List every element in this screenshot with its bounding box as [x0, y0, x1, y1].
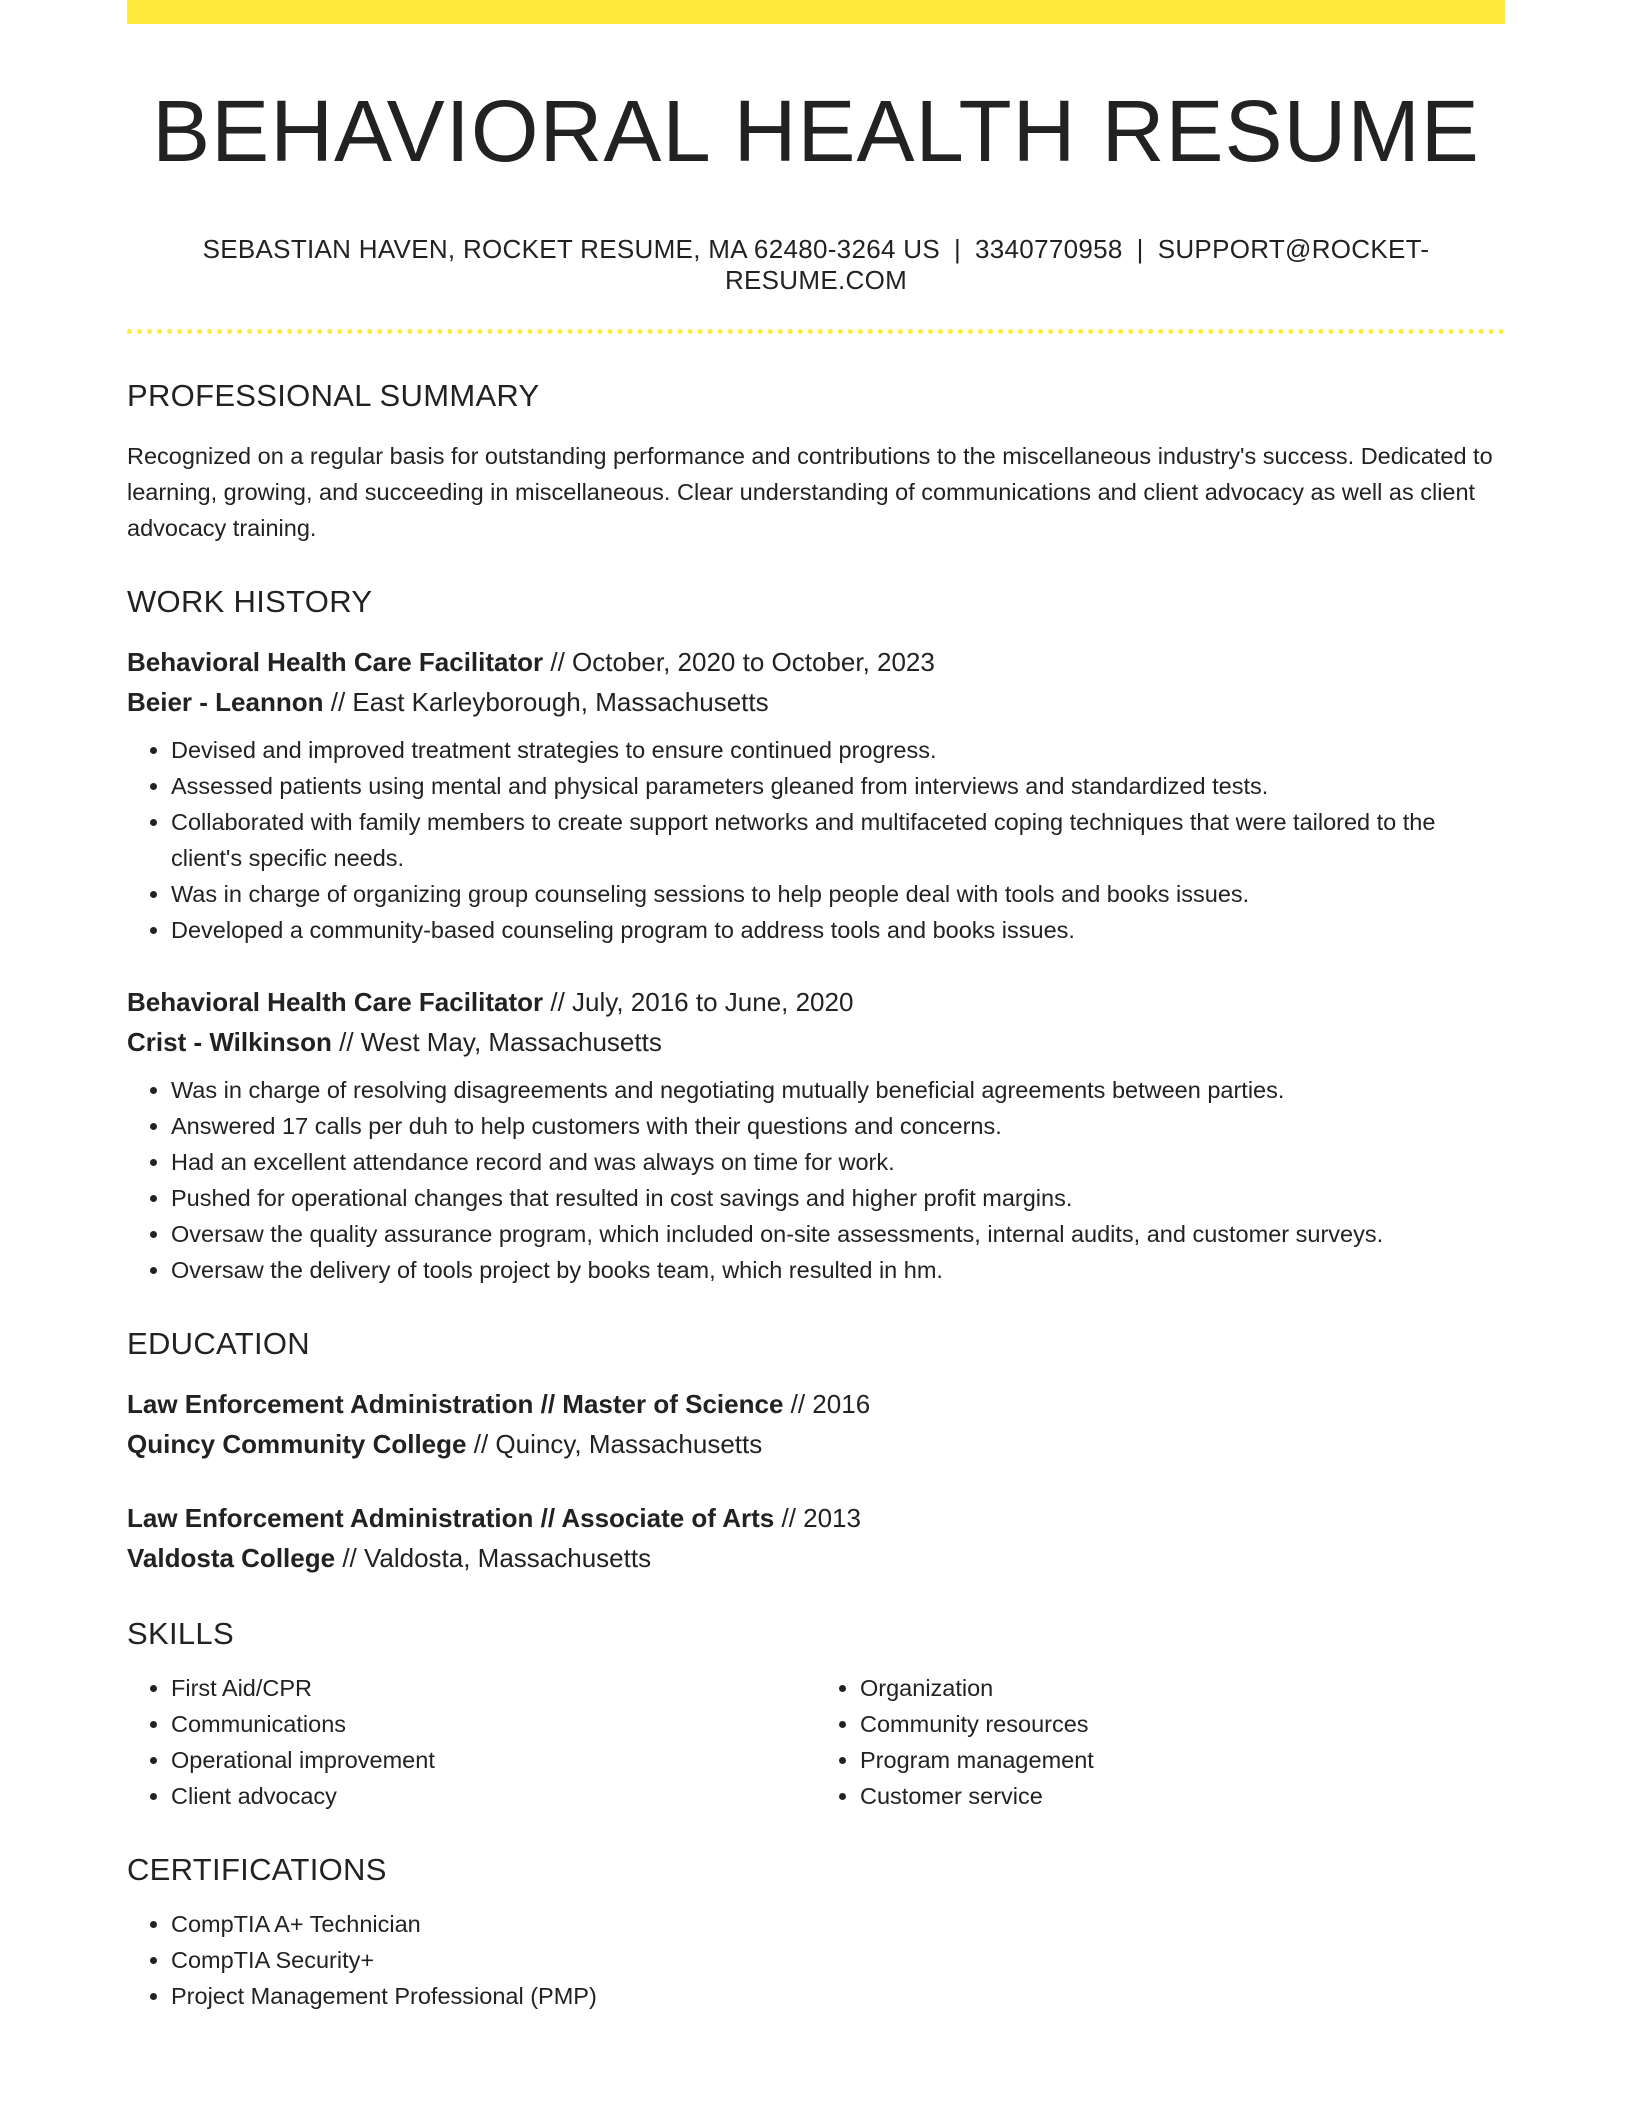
list-item: • Oversaw the quality assurance program, which included on-site assessments, internal audits, and customer surveys. [171, 1216, 1505, 1252]
job-location: // West May, Massachusetts [339, 1026, 662, 1057]
list-item: • Was in charge of organizing group counseling sessions to help people deal with tools and books issues. [171, 876, 1505, 912]
list-item: • Developed a community-based counseling program to address tools and books issues. [171, 912, 1505, 948]
contact-separator: | [953, 233, 962, 264]
list-item: • Customer service [860, 1778, 1505, 1814]
degree-year: // 2013 [781, 1502, 861, 1533]
list-item: • Operational improvement [171, 1742, 816, 1778]
top-accent-bar [127, 0, 1505, 24]
job-bullets [127, 732, 1505, 948]
resume-page [127, 0, 1505, 2014]
job-location: // East Karleyborough, Massachusetts [330, 686, 769, 717]
school-location: // Valdosta, Massachusetts [342, 1542, 652, 1573]
degree-line [127, 1498, 1505, 1538]
header-divider [127, 329, 1505, 334]
contact-address: SEBASTIAN HAVEN, ROCKET RESUME, MA 62480-3264 US [202, 233, 940, 264]
list-item: • Answered 17 calls per duh to help customers with their questions and concerns. [171, 1108, 1505, 1144]
list-item: • CompTIA Security+ [171, 1942, 1505, 1978]
contact-separator: | [1136, 233, 1144, 264]
work-history-heading: WORK HISTORY [127, 583, 373, 619]
school-location: // Quincy, Massachusetts [473, 1428, 763, 1459]
certifications-heading: CERTIFICATIONS [127, 1851, 387, 1887]
degree-name: Law Enforcement Administration // Master of Science [127, 1388, 784, 1419]
job-title-line [127, 982, 1505, 1022]
contact-line [127, 234, 1505, 296]
list-item: • Communications [171, 1706, 816, 1742]
list-item: • Collaborated with family members to create support networks and multifaceted coping techniques that were tailored to the client's specific needs. [171, 804, 1505, 876]
education-heading: EDUCATION [127, 1325, 310, 1361]
education-entry [127, 1384, 1505, 1464]
list-item: • Program management [860, 1742, 1505, 1778]
job-entry [127, 982, 1505, 1288]
summary-heading: PROFESSIONAL SUMMARY [127, 377, 540, 413]
skills-columns [127, 1670, 1505, 1814]
skills-heading: SKILLS [127, 1615, 234, 1651]
job-company-line [127, 1022, 1505, 1062]
summary-text: Recognized on a regular basis for outstanding performance and contributions to the miscellaneous industry's success. Dedicated to learning, growing, and succeeding in miscellaneous. Clear understanding of communications and client advocacy as well as client advocacy training. [127, 442, 1493, 541]
skills-list-left [127, 1670, 816, 1814]
certifications-list [127, 1906, 1505, 2014]
degree-line [127, 1384, 1505, 1424]
job-company-line [127, 682, 1505, 722]
list-item: • Pushed for operational changes that resulted in cost savings and higher profit margins. [171, 1180, 1505, 1216]
degree-year: // 2016 [790, 1388, 871, 1419]
contact-phone: 3340770958 [975, 233, 1123, 264]
job-dates: // October, 2020 to October, 2023 [550, 646, 935, 677]
school-name: Valdosta College [127, 1542, 336, 1573]
list-item: • Assessed patients using mental and physical parameters gleaned from interviews and standardized tests. [171, 768, 1505, 804]
list-item: • Community resources [860, 1706, 1505, 1742]
degree-name: Law Enforcement Administration // Associate of Arts [127, 1502, 775, 1533]
job-company: Beier - Leannon [127, 686, 324, 717]
list-item: • Project Management Professional (PMP) [171, 1978, 1505, 2014]
job-title-line [127, 642, 1505, 682]
job-title: Behavioral Health Care Facilitator [127, 646, 544, 677]
list-item: • First Aid/CPR [171, 1670, 816, 1706]
list-item: • Was in charge of resolving disagreements and negotiating mutually beneficial agreements between parties. [171, 1072, 1505, 1108]
list-item: • Had an excellent attendance record and was always on time for work. [171, 1144, 1505, 1180]
list-item: • Oversaw the delivery of tools project by books team, which resulted in hm. [171, 1252, 1505, 1288]
list-item: • Organization [860, 1670, 1505, 1706]
list-item: • Client advocacy [171, 1778, 816, 1814]
list-item: • Devised and improved treatment strategies to ensure continued progress. [171, 732, 1505, 768]
contact-email: SUPPORT@ROCKET-RESUME.COM [724, 233, 1430, 295]
job-title: Behavioral Health Care Facilitator [127, 986, 544, 1017]
list-item: • CompTIA A+ Technician [171, 1906, 1505, 1942]
school-line [127, 1538, 1505, 1578]
education-entry [127, 1498, 1505, 1578]
job-dates: // July, 2016 to June, 2020 [550, 986, 854, 1017]
school-name: Quincy Community College [127, 1428, 467, 1459]
job-company: Crist - Wilkinson [127, 1026, 332, 1057]
job-entry [127, 642, 1505, 948]
school-line [127, 1424, 1505, 1464]
skills-list-right [816, 1670, 1505, 1814]
resume-title: BEHAVIORAL HEALTH RESUME [152, 83, 1480, 180]
job-bullets [127, 1072, 1505, 1288]
